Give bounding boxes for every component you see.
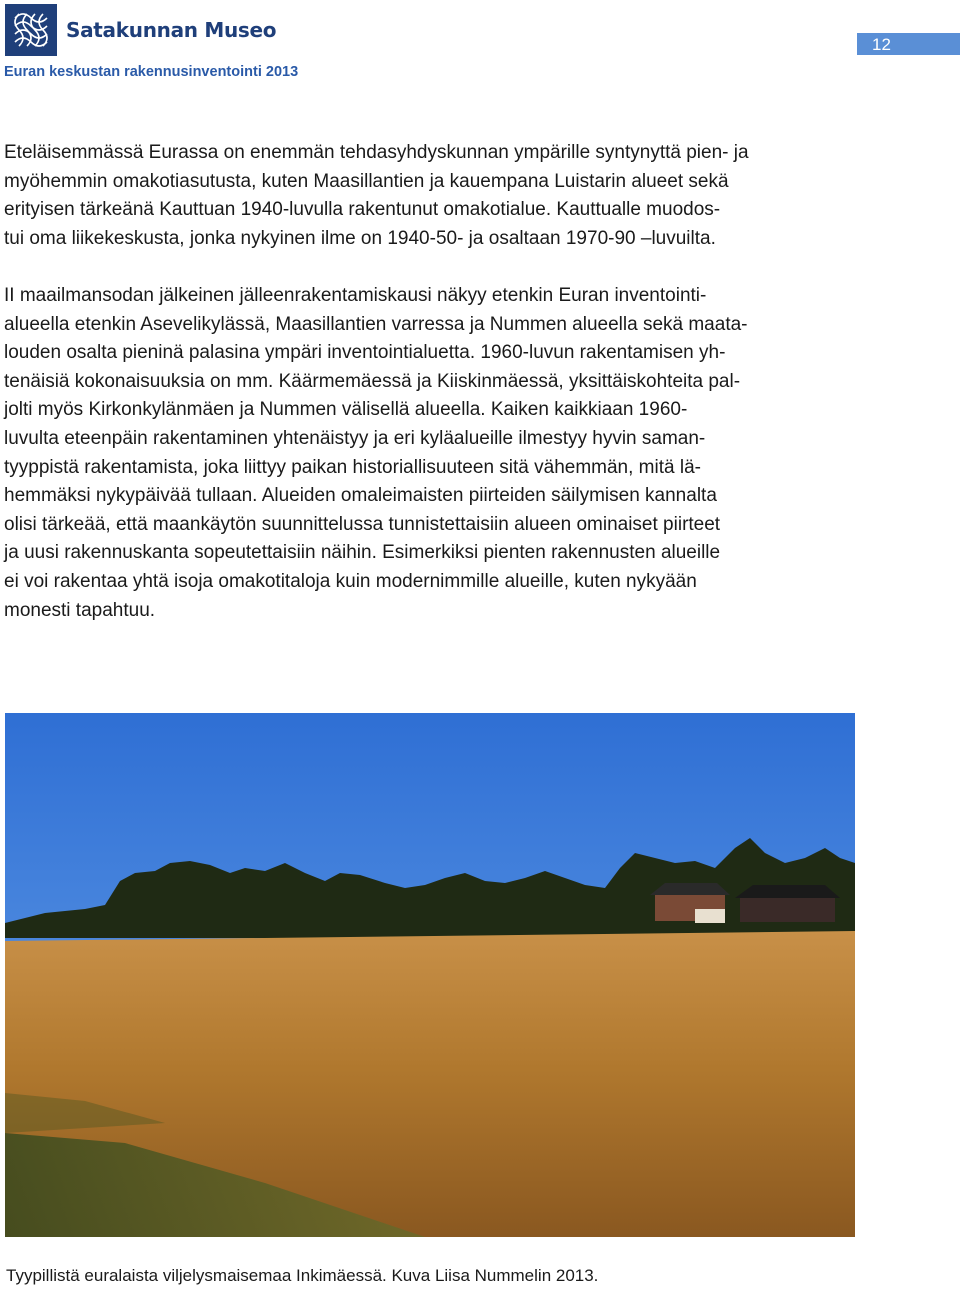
text-line: erityisen tärkeänä Kauttuan 1940-luvulla rakentunut omakotialue. Kauttualle muodos-: [4, 199, 721, 221]
text-line: ja uusi rakennuskanta sopeutettaisiin näihin. Esimerkiksi pienten rakennusten alueille: [4, 542, 721, 564]
text-line: tenäisiä kokonaisuuksia on mm. Käärmemäessä ja Kiiskinmäessä, yksittäiskohteita pal-: [4, 370, 741, 392]
text-line: II maailmansodan jälkeinen jälleenrakentamiskausi näkyy etenkin Euran inventointi-: [4, 285, 707, 306]
text-line: monesti tapahtuu.: [4, 599, 156, 621]
text-line: olisi tärkeää, että maankäytön suunnittelussa tunnistettaisiin alueen ominaiset piirteet: [4, 513, 721, 535]
text-line: Eteläisemmässä Eurassa on enemmän tehdasyhdyskunnan ympärille syntynyttä pien- ja: [4, 142, 749, 163]
text-line: louden osalta pieninä palasina ympäri inventointialuetta. 1960-luvun rakentamisen yh-: [4, 342, 726, 364]
page-number: 12: [872, 35, 891, 54]
text-line: hemmäksi nykypäivää tullaan. Alueiden omaleimaisten piirteiden säilymisen kannalta: [4, 485, 717, 507]
text-line: luvulta eteenpäin rakentaminen yhtenäistyy ja eri kyläalueille ilmestyy hyvin saman-: [4, 427, 706, 449]
museum-name: Satakunnan Museo: [66, 18, 277, 42]
paragraph-2: [4, 282, 856, 625]
text-line: tyyppistä rakentamista, joka liittyy paikan historiallisuuteen sitä vähemmän, mitä lä-: [4, 456, 701, 478]
landscape-photo: [5, 713, 855, 1237]
text-line: alueella etenkin Asevelikylässä, Maasillantien varressa ja Nummen alueella sekä maata-: [4, 313, 748, 335]
text-line: ei voi rakentaa yhtä isoja omakotitaloja kuin modernimmille alueille, kuten nykyään: [4, 570, 697, 592]
document-subtitle: Euran keskustan rakennusinventointi 2013: [4, 64, 299, 80]
text-line: myöhemmin omakotiasutusta, kuten Maasillantien ja kauempana Luistarin alueet sekä: [4, 170, 729, 192]
paragraph-1: [4, 139, 856, 253]
museum-logo-icon: [5, 4, 57, 56]
text-line: jolti myös Kirkonkylänmäen ja Nummen välisellä alueella. Kaiken kaikkiaan 1960-: [4, 399, 688, 421]
text-line: tui oma liikekeskusta, jonka nykyinen ilme on 1940-50- ja osaltaan 1970-90 –luvuilta.: [4, 227, 716, 249]
photo-caption: Tyypillistä euralaista viljelysmaisemaa Inkimäessä. Kuva Liisa Nummelin 2013.: [6, 1266, 599, 1285]
